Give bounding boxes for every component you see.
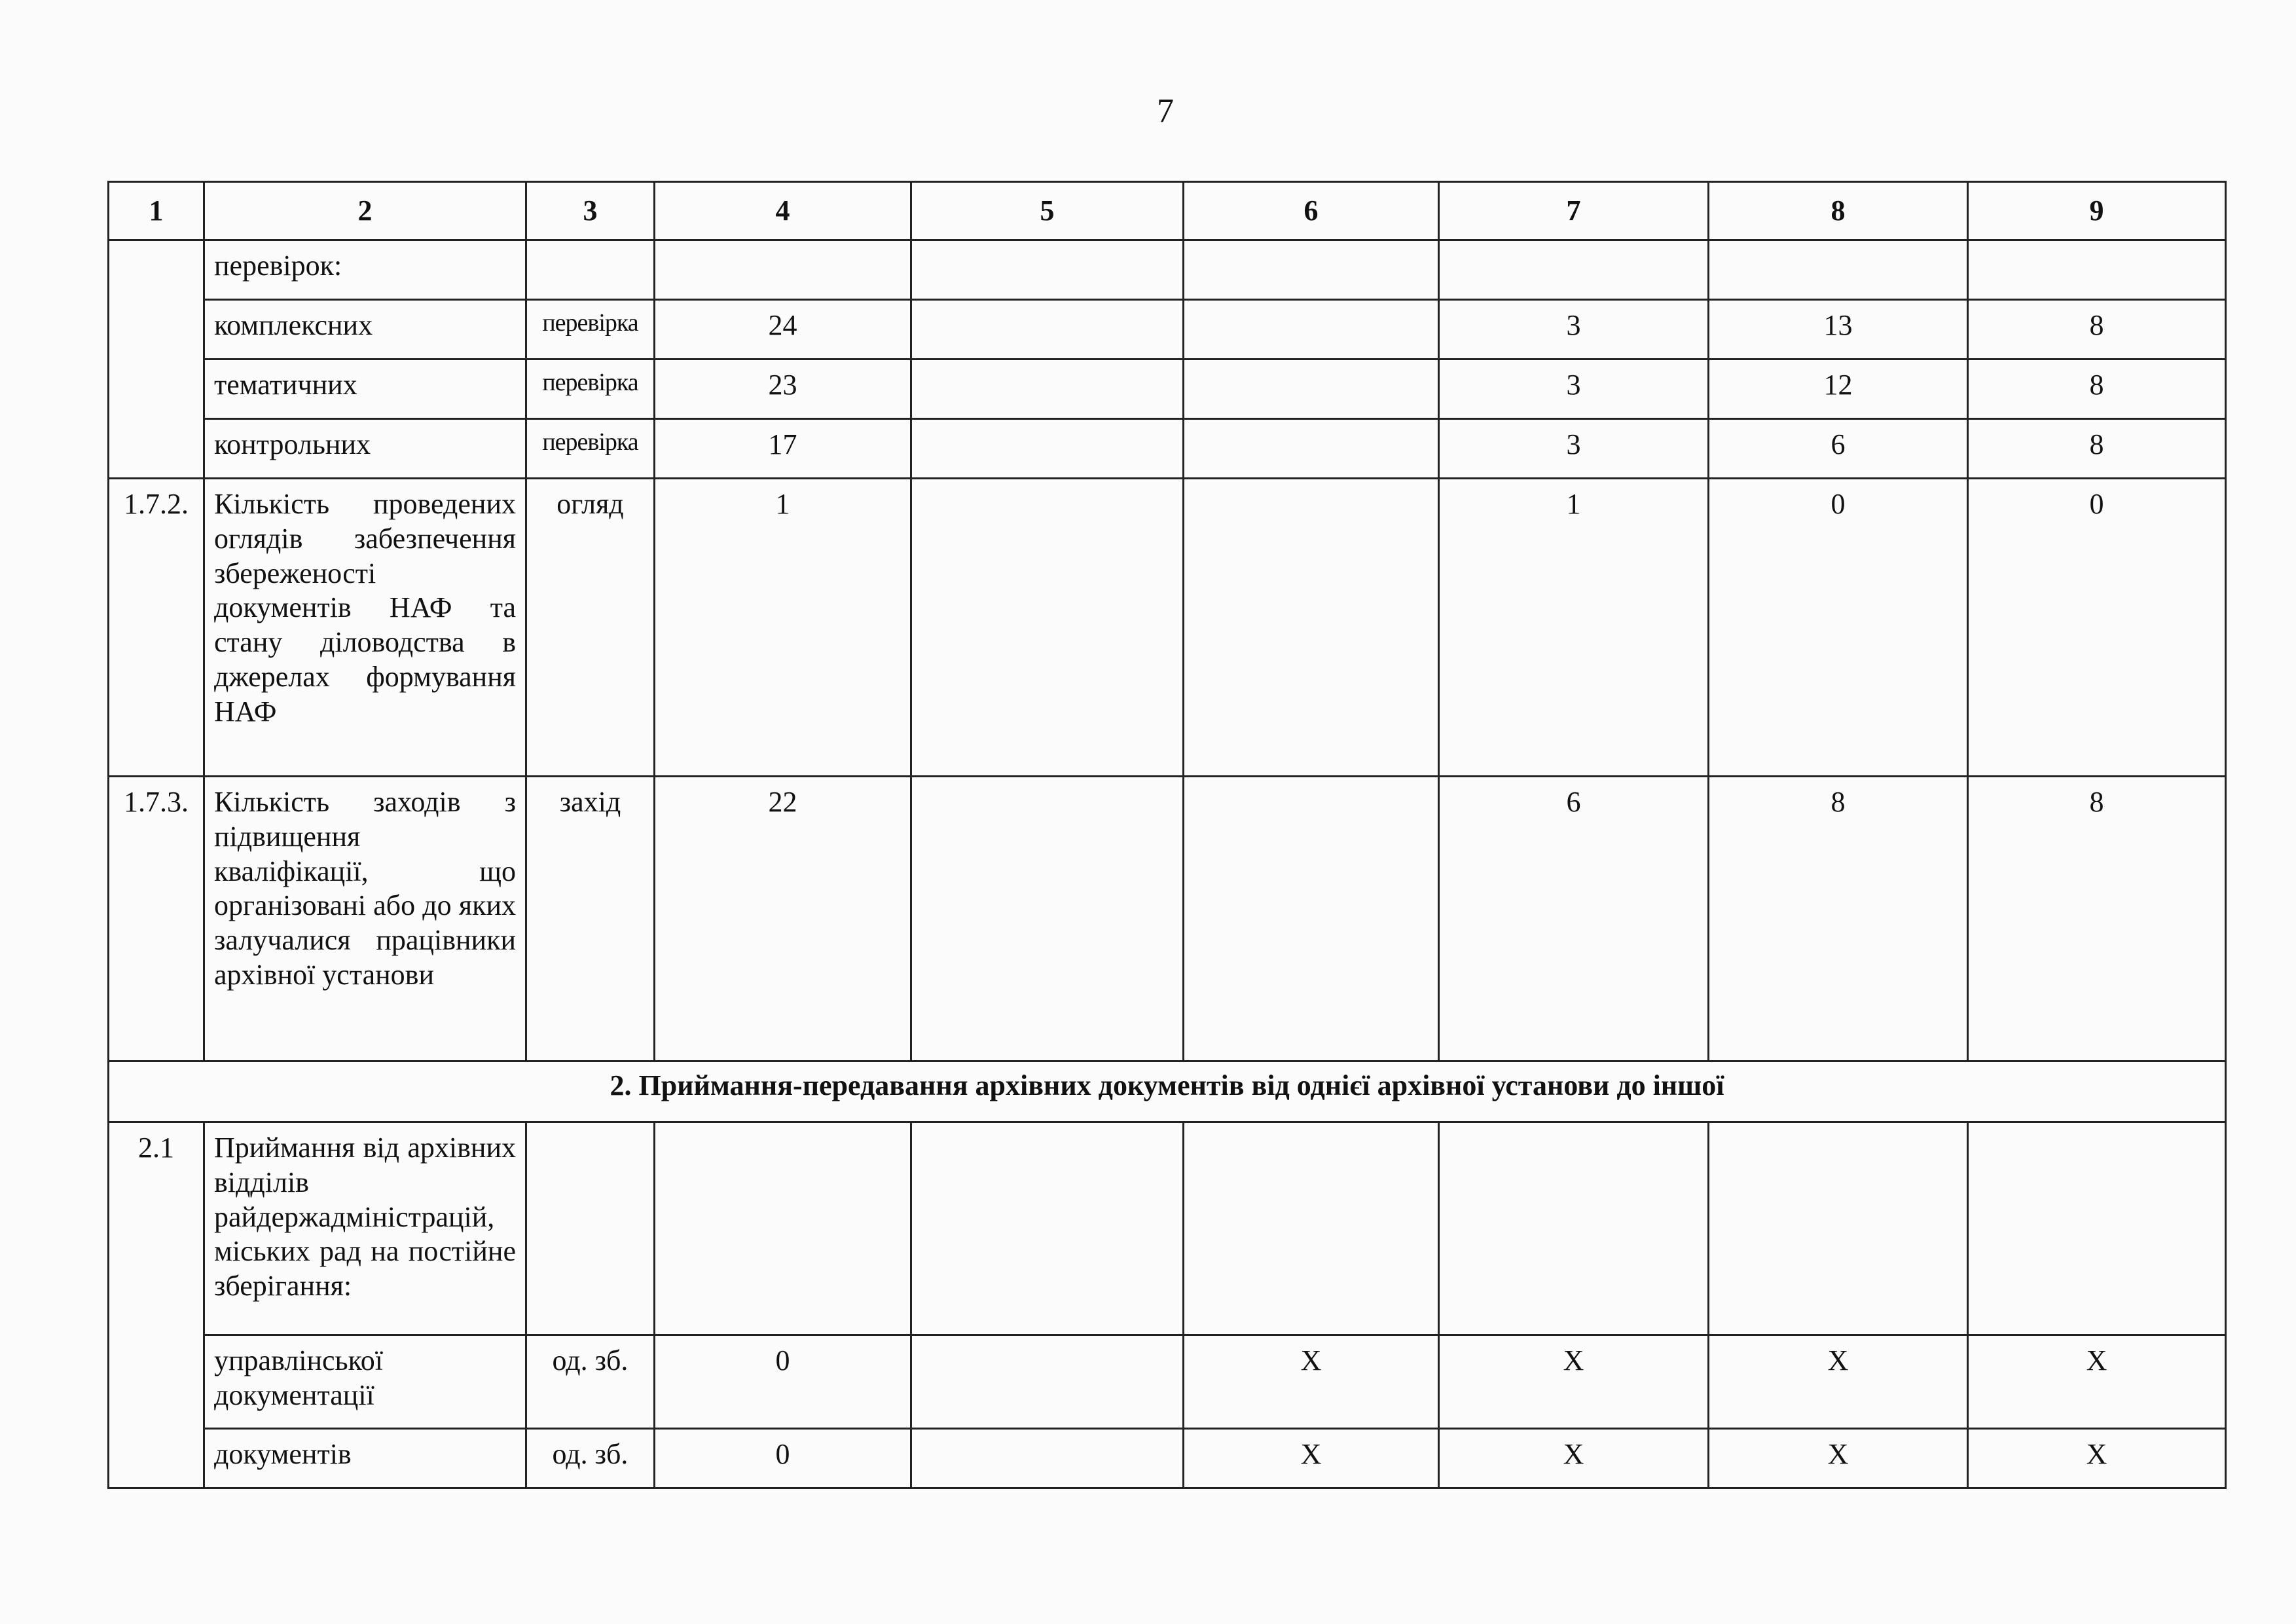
cell-col9: X <box>1968 1335 2226 1429</box>
cell-col9: 8 <box>1968 777 2226 1061</box>
cell-col5 <box>911 360 1184 419</box>
row-index <box>109 240 204 479</box>
cell-col4 <box>655 240 911 300</box>
cell-col5 <box>911 1429 1184 1488</box>
header-cell: 6 <box>1184 182 1439 240</box>
header-cell: 1 <box>109 182 204 240</box>
row-unit: огляд <box>526 479 655 777</box>
row-description: контрольних <box>204 419 526 479</box>
cell-col6 <box>1184 479 1439 777</box>
cell-col4 <box>655 1122 911 1335</box>
row-description: управлінської документації <box>204 1335 526 1429</box>
cell-col9: 8 <box>1968 300 2226 360</box>
cell-col6 <box>1184 1122 1439 1335</box>
table-row <box>109 777 2226 1061</box>
cell-col6 <box>1184 419 1439 479</box>
cell-col6 <box>1184 360 1439 419</box>
cell-col7: X <box>1439 1429 1709 1488</box>
cell-col7: X <box>1439 1335 1709 1429</box>
row-unit <box>526 1122 655 1335</box>
row-unit: перевірка <box>526 419 655 479</box>
header-row <box>109 182 2226 240</box>
page-number: 7 <box>1157 92 1174 130</box>
row-unit: од. зб. <box>526 1429 655 1488</box>
cell-col5 <box>911 1335 1184 1429</box>
cell-col8 <box>1709 240 1968 300</box>
header-cell: 4 <box>655 182 911 240</box>
header-cell: 8 <box>1709 182 1968 240</box>
cell-col4: 1 <box>655 479 911 777</box>
cell-col8: 12 <box>1709 360 1968 419</box>
row-unit: перевірка <box>526 300 655 360</box>
cell-col9 <box>1968 1122 2226 1335</box>
cell-col4: 0 <box>655 1429 911 1488</box>
cell-col8 <box>1709 1122 1968 1335</box>
section-heading-row <box>109 1061 2226 1122</box>
cell-col7: 1 <box>1439 479 1709 777</box>
cell-col4: 0 <box>655 1335 911 1429</box>
table-row <box>109 1335 2226 1429</box>
cell-col5 <box>911 479 1184 777</box>
cell-col5 <box>911 240 1184 300</box>
cell-col4: 17 <box>655 419 911 479</box>
cell-col7: 3 <box>1439 419 1709 479</box>
row-unit: захід <box>526 777 655 1061</box>
table-row <box>109 300 2226 360</box>
row-index: 1.7.2. <box>109 479 204 777</box>
cell-col4: 22 <box>655 777 911 1061</box>
table-row <box>109 1429 2226 1488</box>
cell-col5 <box>911 1122 1184 1335</box>
cell-col7: 6 <box>1439 777 1709 1061</box>
cell-col8: X <box>1709 1335 1968 1429</box>
header-cell: 3 <box>526 182 655 240</box>
header-cell: 5 <box>911 182 1184 240</box>
cell-col8: X <box>1709 1429 1968 1488</box>
row-index: 2.1 <box>109 1122 204 1488</box>
row-unit: перевірка <box>526 360 655 419</box>
section-title: 2. Приймання-передавання архівних документів від однієї архівної установи до іншої <box>109 1061 2226 1122</box>
table-row <box>109 419 2226 479</box>
cell-col6: X <box>1184 1335 1439 1429</box>
row-unit <box>526 240 655 300</box>
cell-col5 <box>911 300 1184 360</box>
report-table <box>107 181 2227 1489</box>
cell-col7: 3 <box>1439 300 1709 360</box>
row-index: 1.7.3. <box>109 777 204 1061</box>
table-row <box>109 360 2226 419</box>
cell-col7: 3 <box>1439 360 1709 419</box>
cell-col6 <box>1184 777 1439 1061</box>
cell-col8: 13 <box>1709 300 1968 360</box>
cell-col9: 8 <box>1968 419 2226 479</box>
cell-col4: 23 <box>655 360 911 419</box>
row-description: Приймання від архівних відділів райдержадміністрацій, міських рад на постійне зберігання: <box>204 1122 526 1335</box>
row-unit: од. зб. <box>526 1335 655 1429</box>
cell-col6: X <box>1184 1429 1439 1488</box>
cell-col7 <box>1439 240 1709 300</box>
row-description: Кількість проведених оглядів забезпечення збереженості документів НАФ та стану діловодства в джерелах формування НАФ <box>204 479 526 777</box>
row-description: перевірок: <box>204 240 526 300</box>
cell-col9: 8 <box>1968 360 2226 419</box>
table-row <box>109 240 2226 300</box>
cell-col8: 0 <box>1709 479 1968 777</box>
cell-col6 <box>1184 300 1439 360</box>
cell-col9 <box>1968 240 2226 300</box>
table-row <box>109 1122 2226 1335</box>
cell-col5 <box>911 419 1184 479</box>
row-description: Кількість заходів з підвищення кваліфікації, що організовані або до яких залучалися працівники архівної установи <box>204 777 526 1061</box>
table-row <box>109 479 2226 777</box>
cell-col9: 0 <box>1968 479 2226 777</box>
row-description: документів <box>204 1429 526 1488</box>
cell-col9: X <box>1968 1429 2226 1488</box>
row-description: комплексних <box>204 300 526 360</box>
cell-col8: 6 <box>1709 419 1968 479</box>
cell-col4: 24 <box>655 300 911 360</box>
header-cell: 9 <box>1968 182 2226 240</box>
row-description: тематичних <box>204 360 526 419</box>
header-cell: 2 <box>204 182 526 240</box>
cell-col5 <box>911 777 1184 1061</box>
cell-col6 <box>1184 240 1439 300</box>
cell-col7 <box>1439 1122 1709 1335</box>
header-cell: 7 <box>1439 182 1709 240</box>
cell-col8: 8 <box>1709 777 1968 1061</box>
